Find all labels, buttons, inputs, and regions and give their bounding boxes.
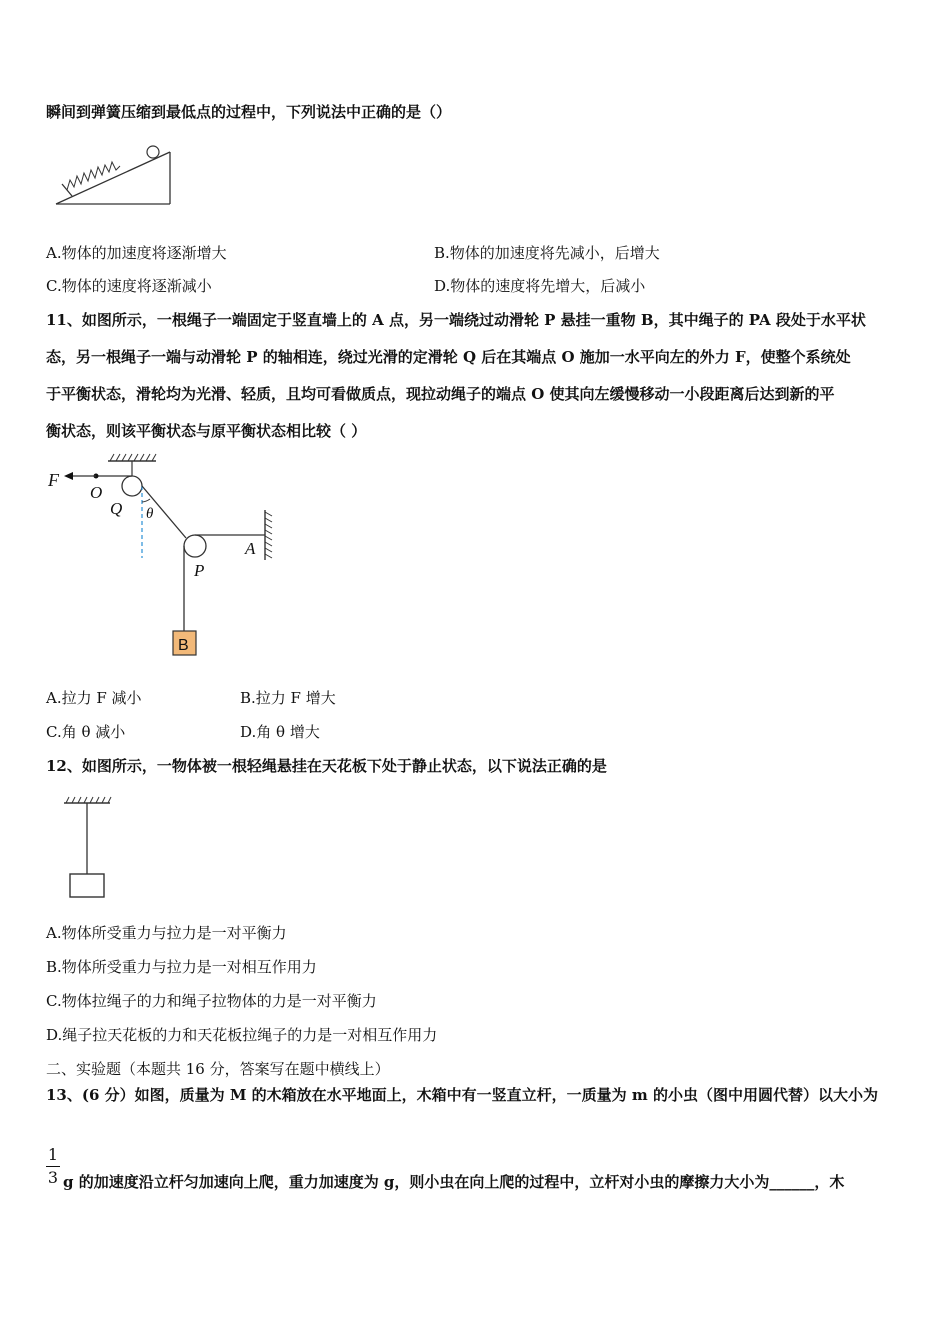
label-q: Q xyxy=(110,499,123,518)
q11-option-a: A.拉力 F 减小 xyxy=(46,689,142,707)
hanging-box-figure xyxy=(58,795,118,905)
q12-option-c: C.物体拉绳子的力和绳子拉物体的力是一对平衡力 xyxy=(46,992,377,1010)
q12-option-d: D.绳子拉天花板的力和天花板拉绳子的力是一对相互作用力 xyxy=(46,1026,438,1044)
pulley-q xyxy=(122,476,142,496)
fraction-bar xyxy=(46,1166,60,1167)
pulley-p xyxy=(184,535,206,557)
q12-option-a: A.物体所受重力与拉力是一对平衡力 xyxy=(46,924,287,942)
q10-option-d: D.物体的速度将先增大，后减小 xyxy=(434,277,646,295)
q10-option-b: B.物体的加速度将先减小，后增大 xyxy=(434,244,660,262)
q10-option-c: C.物体的速度将逐渐减小 xyxy=(46,277,212,295)
q12-option-b: B.物体所受重力与拉力是一对相互作用力 xyxy=(46,958,317,976)
label-f: F xyxy=(48,470,59,490)
q10-stem-tail: 瞬间到弹簧压缩到最低点的过程中，下列说法中正确的是（） xyxy=(46,103,452,121)
q10-option-a: A.物体的加速度将逐渐增大 xyxy=(46,244,227,262)
label-p: P xyxy=(194,561,205,580)
q13-line2: g 的加速度沿立杆匀加速向上爬，重力加速度为 g，则小虫在向上爬的过程中，立杆对小虫的摩擦力大小为______，木 xyxy=(63,1173,845,1191)
q11-stem-line3: 于平衡状态，滑轮均为光滑、轻质，且均可看做质点，现拉动绳子的端点 O 使其向左缓慢移动一小段距离后达到新的平 xyxy=(46,385,835,403)
label-o: O xyxy=(90,483,103,502)
fraction-denominator: 3 xyxy=(47,1168,59,1187)
incline-spring-figure xyxy=(50,140,175,210)
label-a: A xyxy=(245,539,256,558)
q12-stem: 12、如图所示，一物体被一根轻绳悬挂在天花板下处于静止状态，以下说法正确的是 xyxy=(46,757,607,775)
q11-option-b: B.拉力 F 增大 xyxy=(240,689,336,707)
section-heading: 二、实验题（本题共 16 分，答案写在题中横线上） xyxy=(46,1060,390,1078)
q11-stem-line4: 衡状态，则该平衡状态与原平衡状态相比较（ ） xyxy=(46,422,367,440)
q11-stem-line1: 11、如图所示，一根绳子一端固定于竖直墙上的 A 点，另一端绕过动滑轮 P 悬挂一重物 B，其中绳子的 PA 段处于水平状 xyxy=(46,311,866,329)
q11-stem-line2: 态，另一根绳子一端与动滑轮 P 的轴相连，绕过光滑的定滑轮 Q 后在其端点 O 施加一水平向左的外力 F，使整个系统处 xyxy=(46,348,851,366)
fraction-one-third xyxy=(46,1146,60,1187)
label-b: B xyxy=(178,637,189,654)
hanging-box xyxy=(70,874,104,897)
q13-line1: 13、(6 分）如图，质量为 M 的木箱放在水平地面上，木箱中有一竖直立杆，一质量为 m 的小虫（图中用圆代替）以大小为 xyxy=(46,1086,878,1104)
label-theta: θ xyxy=(146,506,154,522)
q11-option-c: C.角 θ 减小 xyxy=(46,723,126,741)
fraction-numerator: 1 xyxy=(47,1145,59,1164)
ball xyxy=(147,146,159,158)
q11-option-d: D.角 θ 增大 xyxy=(240,723,320,741)
pulley-figure xyxy=(40,450,280,665)
